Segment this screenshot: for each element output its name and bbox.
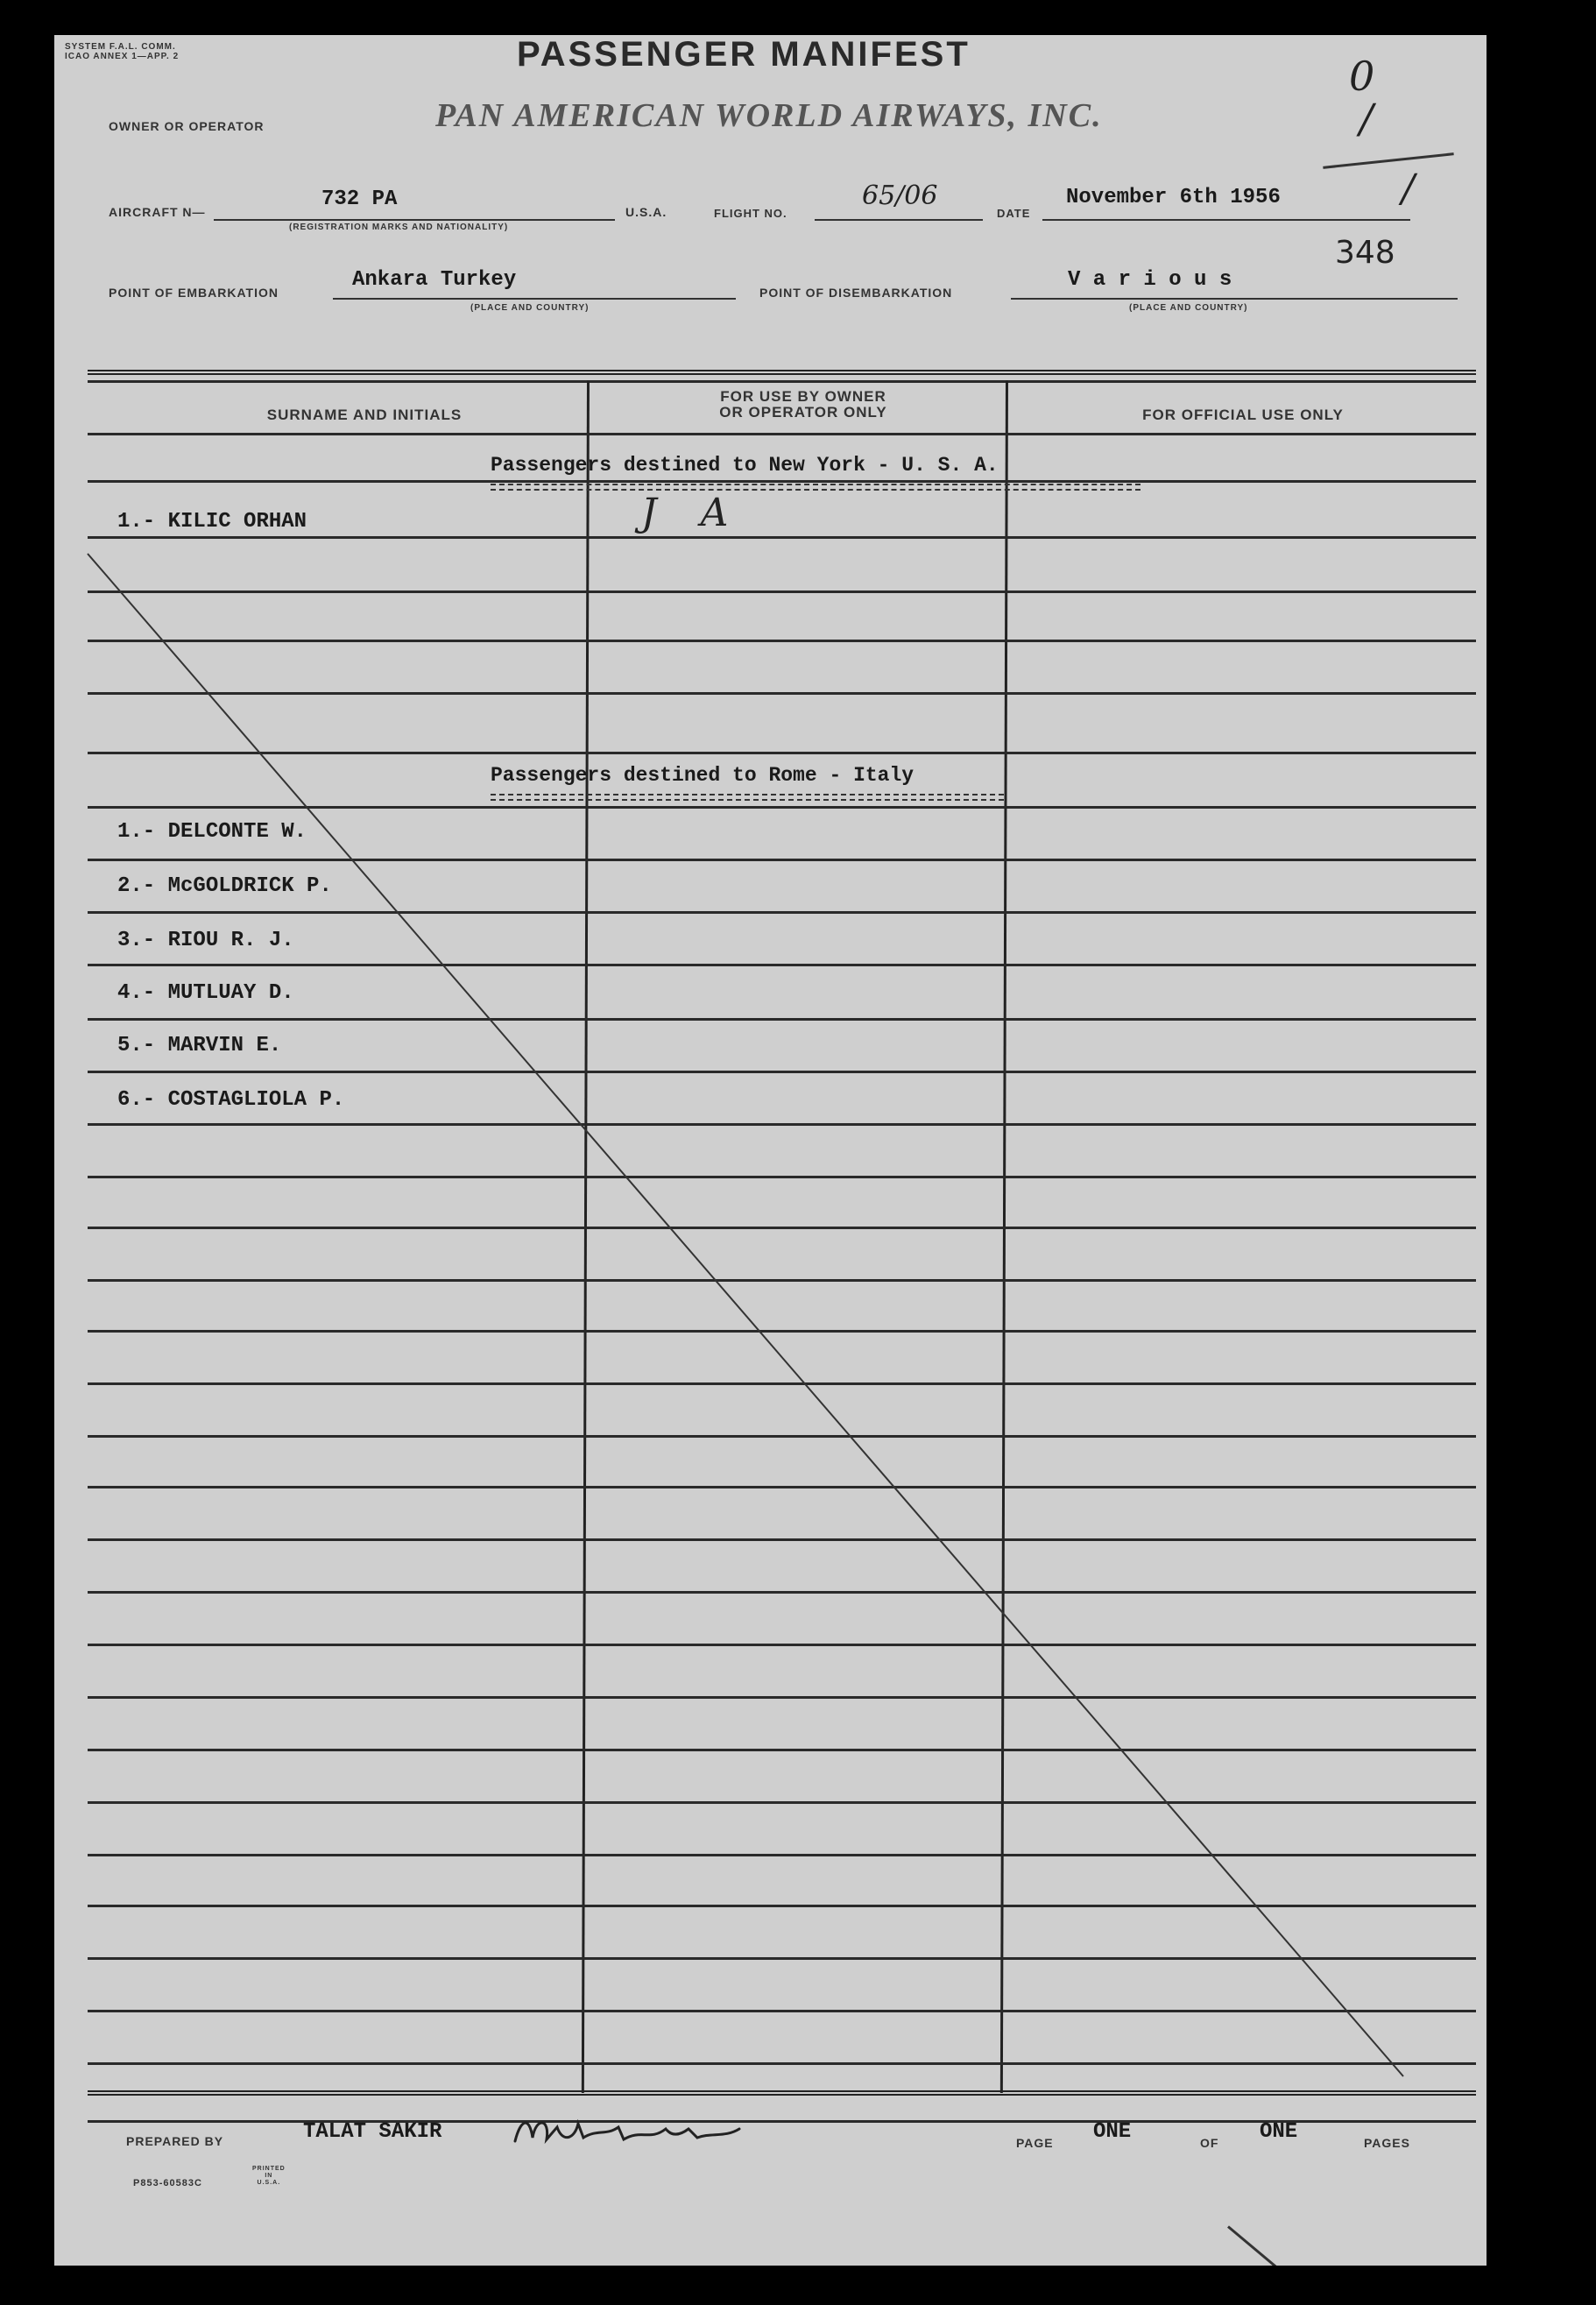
flight-label: FLIGHT NO.: [714, 207, 787, 220]
passenger-name: MARVIN E.: [167, 1034, 282, 1057]
annotation-number: 348: [1335, 235, 1395, 271]
prepared-label: PREPARED BY: [126, 2134, 224, 2148]
col-header-owner-line2: OR OPERATOR ONLY: [719, 404, 887, 421]
aircraft-value: 732 PA: [321, 187, 398, 211]
usa-label: U.S.A.: [625, 205, 667, 219]
passenger-number: 5.-: [117, 1034, 156, 1057]
disembark-label: POINT OF DISEMBARKATION: [759, 286, 953, 300]
passenger-number: 3.-: [117, 929, 156, 952]
printed-line1: PRINTED: [252, 2166, 286, 2172]
date-value: November 6th 1956: [1066, 186, 1281, 209]
passenger-name: RIOU R. J.: [167, 929, 294, 952]
passenger-number: 1.-: [117, 820, 156, 844]
passenger-name: DELCONTE W.: [167, 820, 307, 844]
date-label: DATE: [997, 207, 1031, 220]
registration-caption: (REGISTRATION MARKS AND NATIONALITY): [289, 223, 509, 232]
passenger-number: 4.-: [117, 981, 156, 1005]
printed-in-usa: [252, 2166, 286, 2187]
signature: [510, 2103, 773, 2155]
passenger-name: COSTAGLIOLA P.: [167, 1088, 345, 1112]
annotation-tick-top: /: [1359, 95, 1374, 142]
prepared-value: TALAT SAKIR: [303, 2120, 442, 2144]
owner-label: OWNER OR OPERATOR: [109, 119, 265, 133]
of-value: ONE: [1260, 2120, 1298, 2144]
pages-label: PAGES: [1364, 2136, 1410, 2150]
passenger-name: McGOLDRICK P.: [167, 874, 332, 898]
group-heading-rome: Passengers destined to Rome - Italy: [491, 764, 915, 787]
flight-value: 65/06: [862, 180, 938, 211]
printed-line3: U.S.A.: [257, 2180, 281, 2186]
embark-label: POINT OF EMBARKATION: [109, 286, 279, 300]
embark-value: Ankara Turkey: [352, 268, 517, 292]
page-value: ONE: [1093, 2120, 1132, 2144]
group-heading-new-york: Passengers destined to New York - U. S. A.: [491, 454, 999, 477]
printed-line2: IN: [265, 2173, 273, 2179]
disembark-caption: (PLACE AND COUNTRY): [1129, 303, 1248, 313]
page-title: PASSENGER MANIFEST: [517, 35, 971, 74]
passenger-number: 1.-: [117, 510, 156, 534]
embark-caption: (PLACE AND COUNTRY): [470, 303, 590, 313]
passenger-name: KILIC ORHAN: [167, 510, 307, 534]
passenger-name: MUTLUAY D.: [167, 981, 294, 1005]
page-label: PAGE: [1016, 2136, 1054, 2150]
disembark-value: V a r i o u s: [1068, 268, 1232, 292]
annotation-tick-right: /: [1402, 166, 1415, 211]
form-code-line1: SYSTEM F.A.L. COMM.: [65, 42, 176, 52]
annotation-top: 0: [1349, 53, 1375, 100]
diagonal-strike-line: [54, 35, 1487, 2266]
of-label: OF: [1200, 2136, 1219, 2150]
operator-name: PAN AMERICAN WORLD AIRWAYS, INC.: [435, 97, 1103, 134]
owner-note: J A: [641, 491, 745, 535]
passenger-number: 2.-: [117, 874, 156, 898]
col-header-owner-line1: FOR USE BY OWNER: [720, 388, 886, 405]
form-code: P853-60583C: [133, 2178, 202, 2188]
aircraft-label: AIRCRAFT N—: [109, 205, 206, 219]
col-header-surname: SURNAME AND INITIALS: [266, 407, 463, 423]
form-code-line2: ICAO ANNEX 1—APP. 2: [65, 52, 180, 61]
passenger-number: 6.-: [117, 1088, 156, 1112]
col-header-official: FOR OFFICIAL USE ONLY: [1142, 407, 1344, 423]
manifest-page: [54, 35, 1487, 2266]
